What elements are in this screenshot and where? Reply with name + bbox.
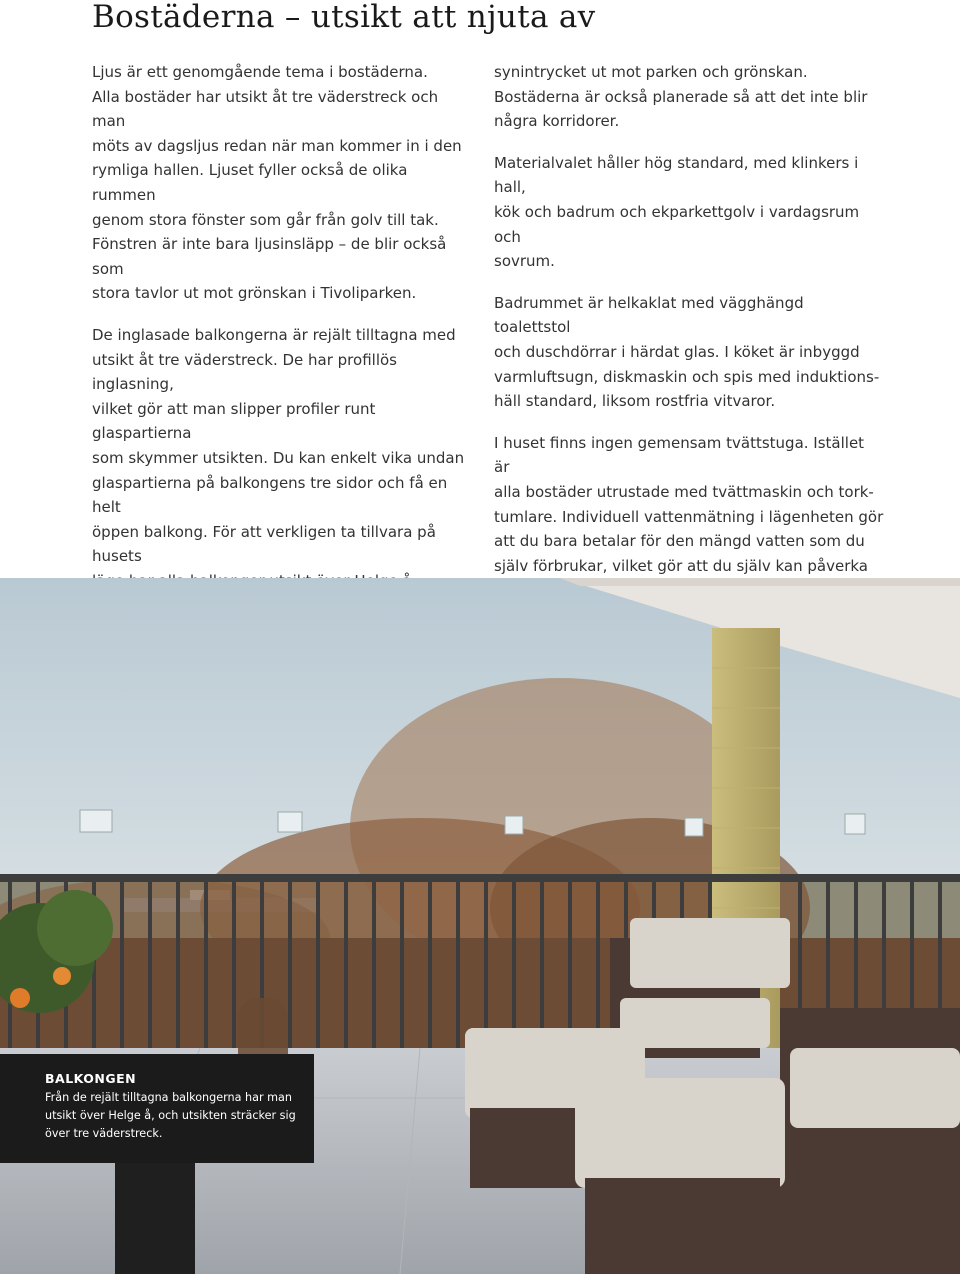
right-text-column <box>494 60 884 620</box>
paragraph-light: Ljus är ett genomgående tema i bostäderna. Alla bostäder har utsikt åt tre väderstreck och man möts av dagsljus redan när man kommer in i den rymliga hallen. Ljuset fyller också de olika rummen genom stora fönster som går från golv till tak. Fönstren är inte bara ljusinsläpp – de blir också som stora tavlor ut mot grönskan i Tivoliparken. <box>92 63 462 303</box>
balcony-illustration <box>0 578 960 1274</box>
paragraph-balconies: De inglasade balkongerna är rejält tilltagna med utsikt åt tre väderstreck. De har profillös inglasning, vilket gör att man slipper profiler runt glaspartierna som skymmer utsikten. Du kan enkelt vika undan glaspartierna på balkongens tre sidor och få en helt öppen balkong. För att verkligen ta tillvara på husets <box>92 325 465 566</box>
page-title: Bostäderna – utsikt att njuta av <box>92 0 596 35</box>
balcony-photo <box>0 578 960 1274</box>
paragraph-materials: Materialvalet håller hög standard, med klinkers i hall, kök och badrum och ekparkettgolv i vardagsrum och sovrum. <box>494 153 860 271</box>
paragraph-bathroom-kitchen: Badrummet är helkaklat med vägghängd toalettstol och duschdörrar i härdat glas. I köket är inbyggd varmluftsugn, diskmaskin och spis med induktions- häll standard, liksom rostfria vitvaror. <box>494 293 880 411</box>
paragraph-laundry: I huset finns ingen gemensam tvättstuga. Istället är alla bostäder utrustade med tvättmaskin och tork- tumlare. Individuell vattenmätning i lägenheten gör att du bara betalar för den mängd vatten som du själv förbrukar, vilket gör att du själv kan påverka <box>494 433 884 575</box>
paragraph-park-view: synintrycket ut mot parken och grönskan. Bostäderna är också planerade så att det inte blir några korridorer. <box>494 63 868 131</box>
caption-text: Från de rejält tilltagna balkongerna har man utsikt över Helge å, och utsikten sträcker sig över tre väderstreck. <box>45 1091 296 1140</box>
caption-title: BALKONGEN <box>45 1071 137 1086</box>
photo-caption <box>0 1054 314 1163</box>
